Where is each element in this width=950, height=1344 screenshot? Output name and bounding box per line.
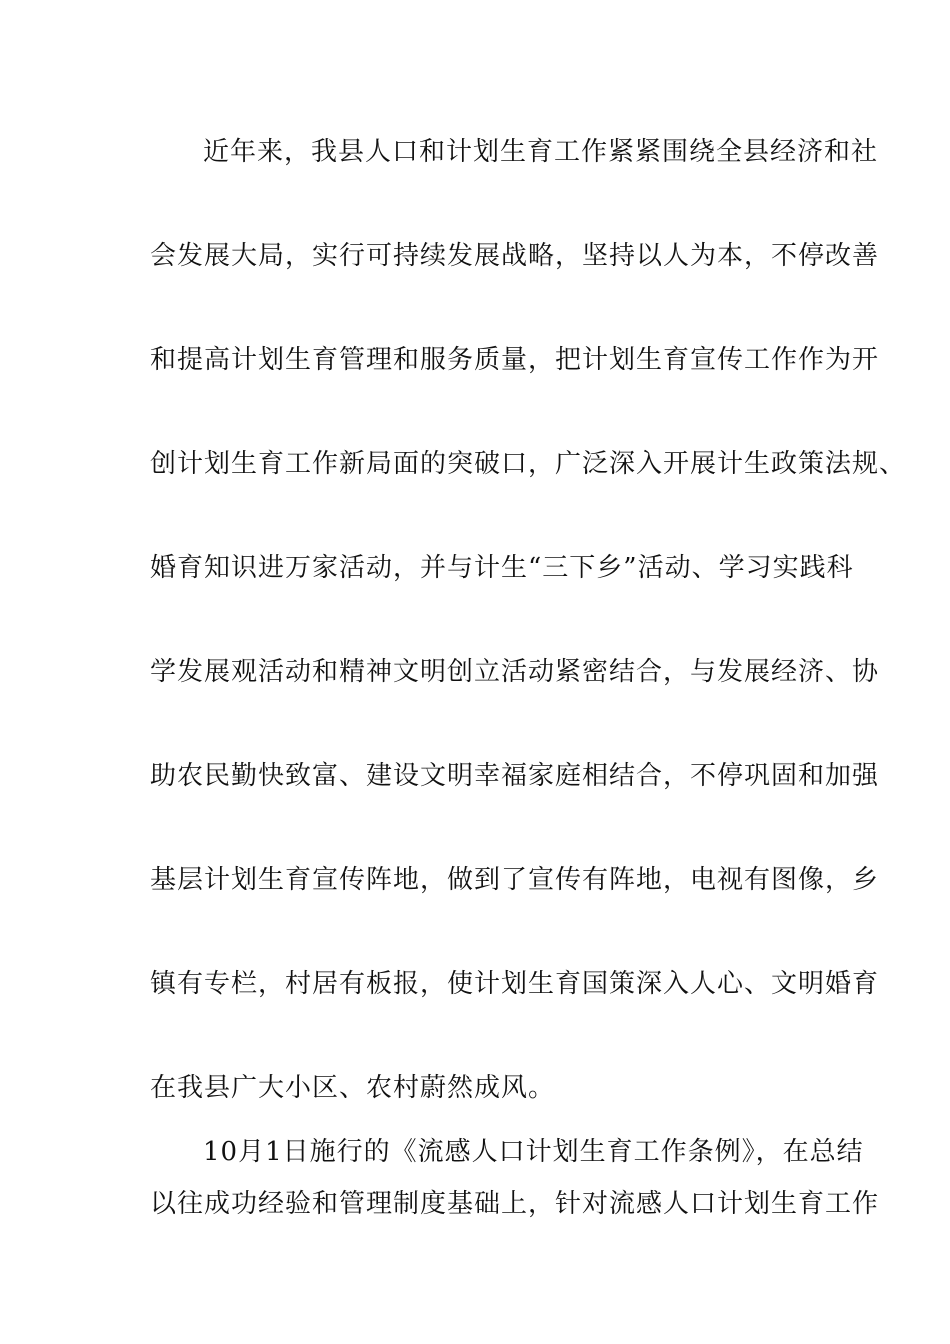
paragraph-1-line-7: 助农民勤快致富、建设文明幸福家庭相结合，不停巩固和加强 <box>150 761 880 791</box>
paragraph-1-line-4: 创计划生育工作新局面的突破口，广泛深入开展计生政策法规、 <box>150 449 907 479</box>
paragraph-1-line-2: 会发展大局，实行可持续发展战略，坚持以人为本，不停改善 <box>150 241 880 271</box>
paragraph-1-line-6: 学发展观活动和精神文明创立活动紧密结合，与发展经济、协 <box>150 657 880 687</box>
paragraph-1-line-8: 基层计划生育宣传阵地，做到了宣传有阵地，电视有图像，乡 <box>150 865 880 895</box>
paragraph-2-line-2: 以往成功经验和管理制度基础上，针对流感人口计划生育工作 <box>150 1189 880 1219</box>
paragraph-1-line-1: 近年来，我县人口和计划生育工作紧紧围绕全县经济和社 <box>203 137 879 167</box>
paragraph-2-line-1: 10月1日施行的《流感人口计划生育工作条例》，在总结 <box>203 1137 864 1167</box>
paragraph-1-line-3: 和提高计划生育管理和服务质量，把计划生育宣传工作作为开 <box>150 345 880 375</box>
paragraph-1-line-5: 婚育知识进万家活动，并与计生“三下乡”活动、学习实践科 <box>150 553 854 583</box>
paragraph-1-line-9: 镇有专栏，村居有板报，使计划生育国策深入人心、文明婚育 <box>150 969 880 999</box>
paragraph-1-line-10: 在我县广大小区、农村蔚然成风。 <box>150 1073 556 1103</box>
